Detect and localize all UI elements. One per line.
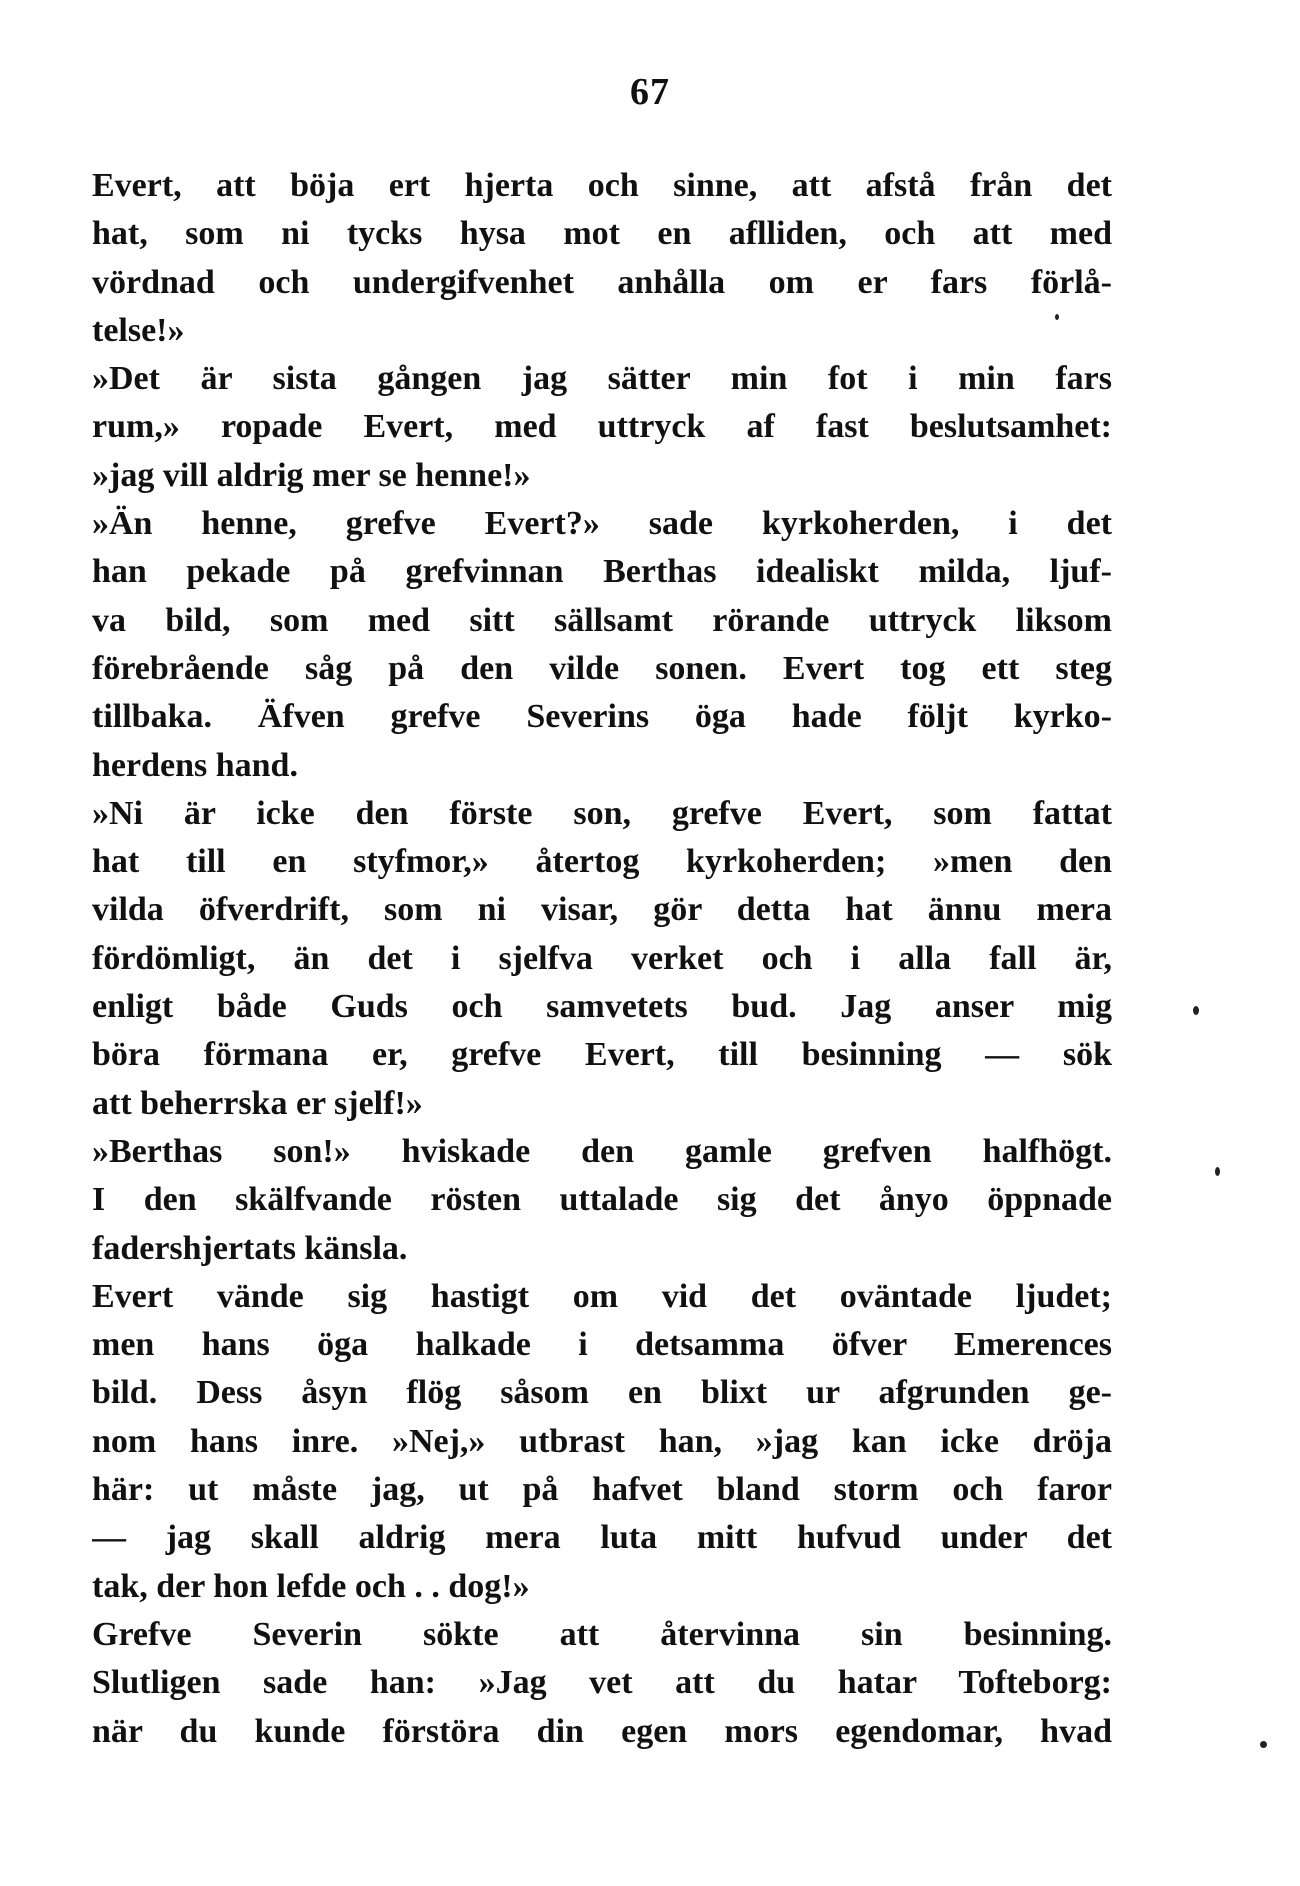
text-line: böra förmana er, grefve Evert, till besinning — sök xyxy=(92,1036,1112,1074)
text-line: »jag vill aldrig mer se henne!» xyxy=(92,456,531,494)
text-line: tak, der hon lefde och . . dog!» xyxy=(92,1567,530,1605)
text-line: va bild, som med sitt sällsamt rörande uttryck liksom xyxy=(92,601,1112,639)
body-text xyxy=(92,162,1112,1756)
text-line: Grefve Severin sökte att återvinna sin besinning. xyxy=(92,1615,1112,1653)
text-line: han pekade på grefvinnan Berthas idealiskt milda, ljuf- xyxy=(92,553,1112,591)
text-line: fadershjertats känsla. xyxy=(92,1229,408,1267)
print-speck xyxy=(1215,1167,1220,1176)
text-line: nom hans inre. »Nej,» utbrast han, »jag kan icke dröja xyxy=(92,1422,1112,1460)
text-line: »Berthas son!» hviskade den gamle grefven halfhögt. xyxy=(92,1132,1112,1170)
page-number: 67 xyxy=(630,71,670,113)
text-line: här: ut måste jag, ut på hafvet bland storm och faror xyxy=(92,1471,1112,1509)
text-line: rum,» ropade Evert, med uttryck af fast beslutsamhet: xyxy=(92,408,1112,446)
text-line: när du kunde förstöra din egen mors egendomar, hvad xyxy=(92,1712,1112,1750)
text-line: men hans öga halkade i detsamma öfver Emerences xyxy=(92,1326,1112,1364)
text-line: hat, som ni tycks hysa mot en aflliden, och att med xyxy=(92,215,1112,253)
text-line: »Ni är icke den förste son, grefve Evert, som fattat xyxy=(92,794,1112,832)
text-line: att beherrska er sjelf!» xyxy=(92,1084,423,1122)
text-line: bild. Dess åsyn flög såsom en blixt ur afgrunden ge- xyxy=(92,1374,1112,1412)
text-line: I den skälfvande rösten uttalade sig det ånyo öppnade xyxy=(92,1181,1112,1219)
print-speck xyxy=(1260,1741,1267,1748)
text-line: vördnad och undergifvenhet anhålla om er fars förlå- xyxy=(92,263,1112,301)
text-line: Evert vände sig hastigt om vid det oväntade ljudet; xyxy=(92,1277,1112,1315)
text-line: »Än henne, grefve Evert?» sade kyrkoherden, i det xyxy=(92,505,1112,543)
print-speck xyxy=(1193,1006,1199,1015)
text-line: enligt både Guds och samvetets bud. Jag anser mig xyxy=(92,988,1112,1026)
print-speck xyxy=(1055,314,1059,320)
text-line: tillbaka. Äfven grefve Severins öga hade följt kyrko- xyxy=(92,698,1112,736)
text-line: hat till en styfmor,» återtog kyrkoherden; »men den xyxy=(92,843,1112,881)
text-line: förebrående såg på den vilde sonen. Evert tog ett steg xyxy=(92,649,1112,687)
text-line: Evert, att böja ert hjerta och sinne, att afstå från det xyxy=(92,167,1112,204)
text-line: »Det är sista gången jag sätter min fot i min fars xyxy=(92,360,1112,398)
text-line: vilda öfverdrift, som ni visar, gör detta hat ännu mera xyxy=(92,891,1112,929)
text-line: telse!» xyxy=(92,311,185,349)
text-line: herdens hand. xyxy=(92,746,298,784)
text-line: fördömligt, än det i sjelfva verket och i alla fall är, xyxy=(92,939,1112,977)
text-line: Slutligen sade han: »Jag vet att du hatar Tofteborg: xyxy=(92,1664,1112,1702)
text-line: — jag skall aldrig mera luta mitt hufvud under det xyxy=(92,1519,1112,1557)
